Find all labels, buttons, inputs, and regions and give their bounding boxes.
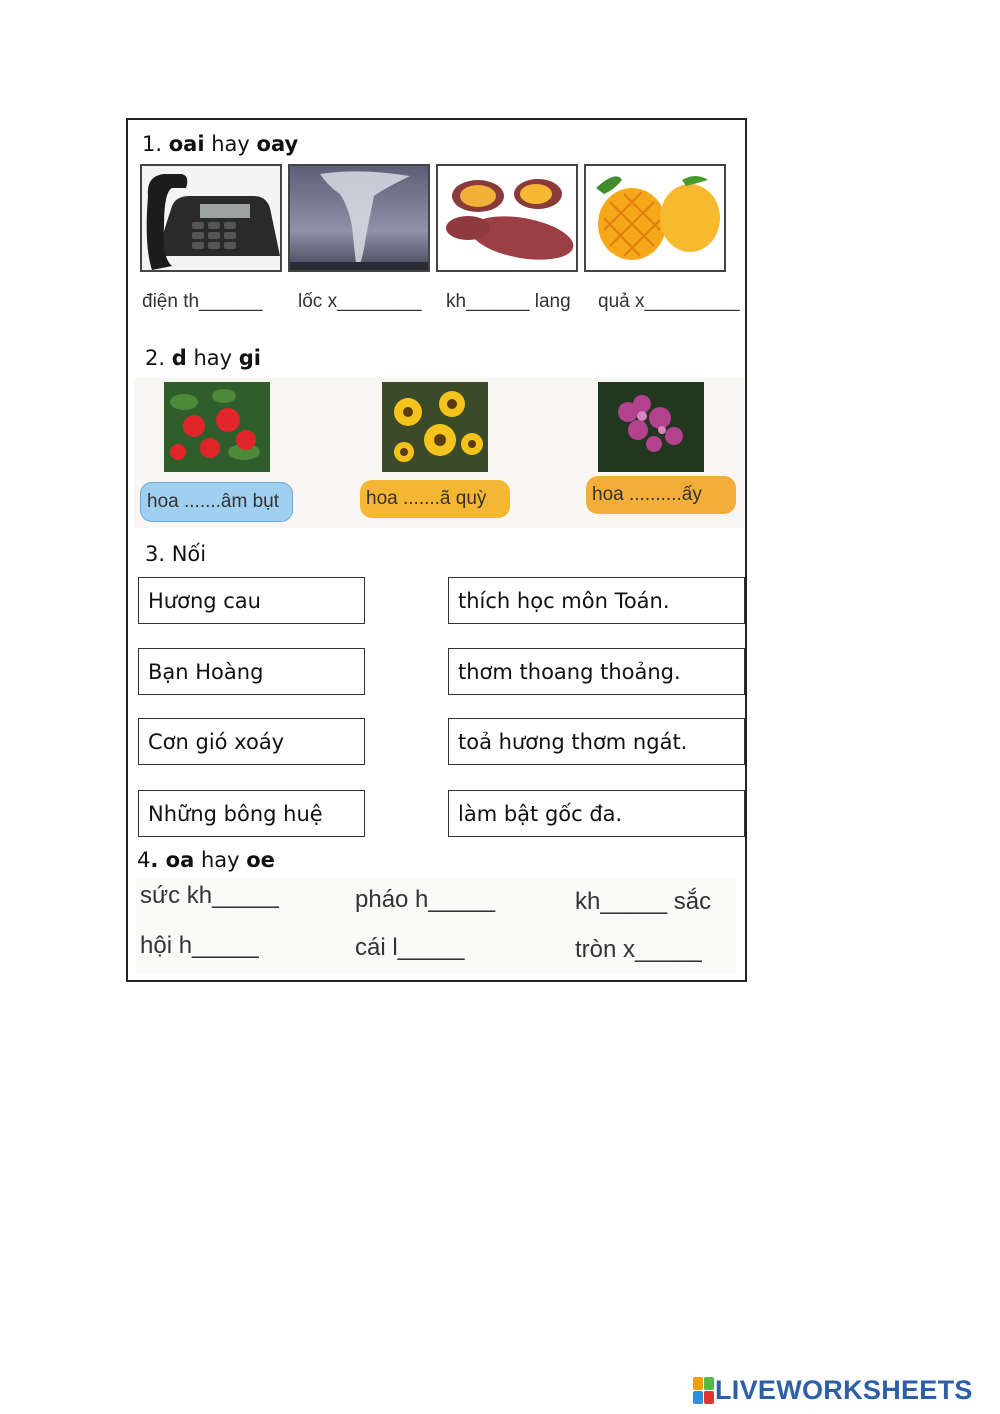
- sweet-potato-icon: [436, 164, 578, 272]
- tornado-icon: [288, 164, 430, 272]
- logo-mark-icon: [693, 1377, 713, 1403]
- bougainvillea-icon: [598, 382, 704, 472]
- section2-joiner: hay: [193, 346, 233, 370]
- sunflower-icon: [382, 382, 488, 472]
- match-right-3[interactable]: toả hương thơm ngát.: [448, 718, 745, 765]
- brand-name: LIVEWORKSHEETS: [715, 1374, 973, 1405]
- hibiscus-flower-icon: [164, 382, 270, 472]
- section1-option-a: oai: [168, 132, 205, 156]
- match-right-1[interactable]: thích học môn Toán.: [448, 577, 745, 624]
- caption-sweet-potato: kh______ lang: [446, 291, 571, 312]
- match-left-4[interactable]: Những bông huệ: [138, 790, 365, 837]
- match-left-3[interactable]: Cơn gió xoáy: [138, 718, 365, 765]
- section2-option-a: d: [171, 346, 187, 370]
- section2-option-b: gi: [238, 346, 261, 370]
- section2-heading: [145, 346, 261, 370]
- caption-mango: quả x_________: [598, 291, 740, 312]
- logo-square: [704, 1391, 714, 1404]
- caption-telephone: điện th______: [142, 291, 263, 312]
- caption-tornado: lốc x________: [298, 291, 422, 312]
- label-sunflower: hoa .......ã quỳ: [360, 480, 510, 518]
- section4-joiner: hay: [200, 848, 240, 872]
- fill-item-2: pháo h_____: [355, 886, 496, 913]
- fill-item-6: tròn x_____: [575, 936, 702, 963]
- fill-item-3: kh_____ sắc: [575, 888, 712, 915]
- logo-square: [704, 1377, 714, 1390]
- match-left-1[interactable]: Hương cau: [138, 577, 365, 624]
- section1-number: 1.: [142, 132, 163, 156]
- section4-heading: [137, 848, 275, 872]
- fill-item-5: cái l_____: [355, 934, 465, 961]
- section3-heading: 3. Nối: [145, 542, 207, 566]
- label-bougainvillea: hoa ..........ấy: [586, 476, 736, 514]
- section1-heading: [142, 132, 298, 156]
- fill-item-4: hội h_____: [140, 932, 259, 959]
- section4-option-a: . oa: [150, 848, 195, 872]
- match-right-2[interactable]: thơm thoang thoảng.: [448, 648, 745, 695]
- fill-item-1: sức kh_____: [140, 882, 279, 909]
- telephone-icon: [140, 164, 282, 272]
- section2-number: 2.: [145, 346, 166, 370]
- logo-square: [693, 1377, 703, 1390]
- section4-option-b: oe: [246, 848, 275, 872]
- section4-number: 4: [137, 848, 151, 872]
- match-right-4[interactable]: làm bật gốc đa.: [448, 790, 745, 837]
- mango-icon: [584, 164, 726, 272]
- logo-square: [693, 1391, 703, 1404]
- worksheet: [126, 118, 747, 982]
- section1-joiner: hay: [211, 132, 250, 156]
- match-left-2[interactable]: Bạn Hoàng: [138, 648, 365, 695]
- label-hibiscus: hoa .......âm bụt: [140, 482, 293, 522]
- section1-option-b: oay: [256, 132, 299, 156]
- liveworksheets-logo[interactable]: [693, 1374, 973, 1406]
